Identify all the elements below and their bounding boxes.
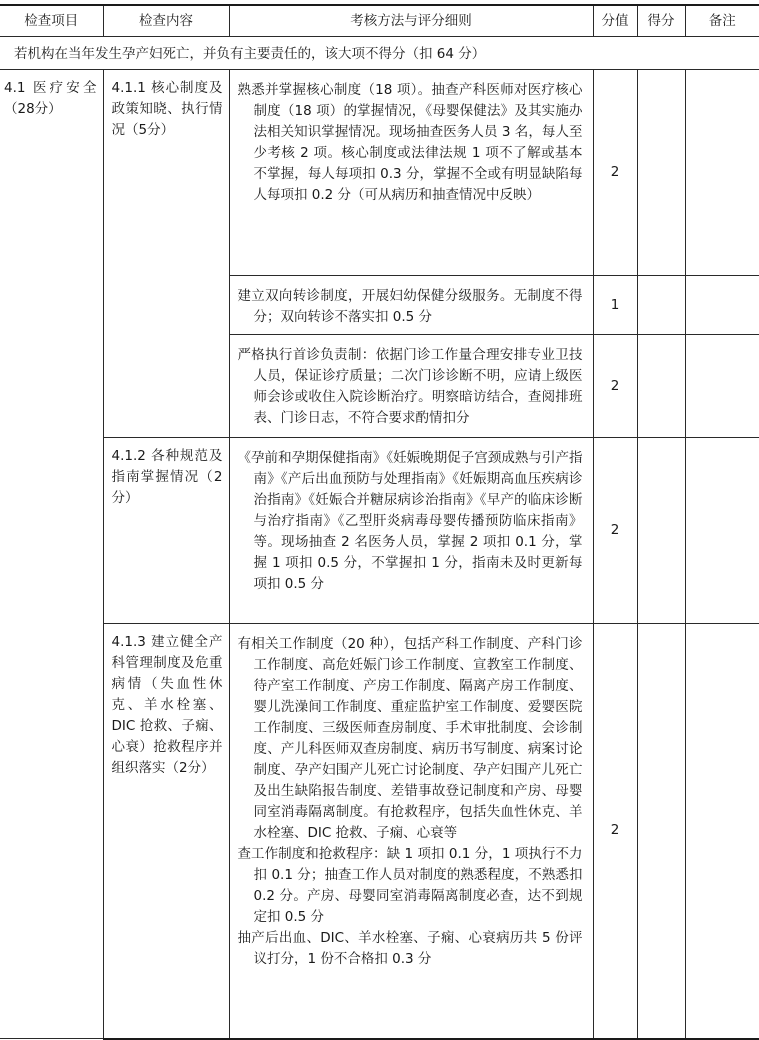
got-cell bbox=[637, 624, 685, 1039]
header-content: 检查内容 bbox=[103, 5, 229, 37]
score-cell: 1 bbox=[593, 276, 637, 335]
score-cell: 2 bbox=[593, 70, 637, 276]
header-item: 检查项目 bbox=[0, 5, 103, 37]
remark-cell bbox=[685, 335, 759, 438]
score-cell: 2 bbox=[593, 438, 637, 624]
method-text: 建立双向转诊制度，开展妇幼保健分级服务。无制度不得分；双向转诊不落实扣 0.5 分 bbox=[237, 288, 583, 325]
method-text: 抽产后出血、DIC、羊水栓塞、子痫、心衰病历共 5 份评议打分，1 份不合格扣 0.3 分 bbox=[237, 930, 583, 967]
method-cell bbox=[229, 70, 593, 276]
note-text: 若机构在当年发生孕产妇死亡，并负有主要责任的，该大项不得分（扣 64 分） bbox=[0, 37, 759, 70]
content-4-1-3: 4.1.3 建立健全产科管理制度及危重病情（失血性休克、羊水栓塞、DIC 抢救、子痫、心衰）抢救程序并组织落实（2分） bbox=[103, 624, 229, 1039]
content-4-1-1: 4.1.1 核心制度及政策知晓、执行情况（5分） bbox=[103, 70, 229, 438]
got-cell bbox=[637, 70, 685, 276]
got-cell bbox=[637, 276, 685, 335]
content-4-1-2: 4.1.2 各种规范及指南掌握情况（2分） bbox=[103, 438, 229, 624]
method-text: 《孕前和孕期保健指南》《妊娠晚期促子宫颈成熟与引产指南》《产后出血预防与处理指南》《妊娠期高血压疾病诊治指南》《妊娠合并糖尿病诊治指南》《早产的临床诊断与治疗指南》《乙型肝炎病毒母婴传播预防临床指南》等。现场抽查 2 名医务人员，掌握 2 项扣 0.1 分，掌握 1 项扣 0.5 分，不掌握扣 1 分，指南未及时更新每项扣 0.5 分 bbox=[237, 450, 583, 592]
assessment-table bbox=[0, 4, 759, 1040]
header-method: 考核方法与评分细则 bbox=[229, 5, 593, 37]
remark-cell bbox=[685, 276, 759, 335]
method-text: 熟悉并掌握核心制度（18 项）。抽查产科医师对医疗核心制度（18 项）的掌握情况，《母婴保健法》及其实施办法相关知识掌握情况。现场抽查医务人员 3 名，每人至少考核 2 项。核心制度或法律法规 1 项不了解或基本不掌握，每人每项扣 0.3 分，掌握不全或有明显缺陷每人每项扣 0.2 分（可从病历和抽查情况中反映） bbox=[237, 82, 583, 203]
note-row bbox=[0, 37, 759, 70]
method-cell bbox=[229, 624, 593, 1039]
header-score: 分值 bbox=[593, 5, 637, 37]
header-remark: 备注 bbox=[685, 5, 759, 37]
score-cell: 2 bbox=[593, 335, 637, 438]
method-text: 查工作制度和抢救程序：缺 1 项扣 0.1 分，1 项执行不力扣 0.1 分；抽查工作人员对制度的熟悉程度，不熟悉扣 0.2 分。产房、母婴同室消毒隔离制度必查，达不到规定扣 0.5 分 bbox=[237, 846, 583, 925]
table-row bbox=[0, 438, 759, 624]
remark-cell bbox=[685, 438, 759, 624]
remark-cell bbox=[685, 70, 759, 276]
method-text: 严格执行首诊负责制：依据门诊工作量合理安排专业卫技人员，保证诊疗质量；二次门诊诊断不明，应请上级医师会诊或收住入院诊断治疗。明察暗访结合，查阅排班表、门诊日志，不符合要求酌情扣分 bbox=[237, 347, 583, 426]
method-cell bbox=[229, 276, 593, 335]
table-row bbox=[0, 70, 759, 276]
remark-cell bbox=[685, 624, 759, 1039]
table-row bbox=[0, 624, 759, 1039]
item-4-1: 4.1 医疗安全（28分） bbox=[0, 70, 103, 1039]
score-cell: 2 bbox=[593, 624, 637, 1039]
method-text: 有相关工作制度（20 种），包括产科工作制度、产科门诊工作制度、高危妊娠门诊工作制度、宣教室工作制度、待产室工作制度、产房工作制度、隔离产房工作制度、婴儿洗澡间工作制度、重症监护室工作制度、爱婴医院工作制度、三级医师查房制度、手术审批制度、会诊制度、产儿科医师双查房制度、病历书写制度、病案讨论制度、孕产妇围产儿死亡讨论制度、孕产妇围产儿死亡及出生缺陷报告制度、差错事故登记制度和产房、母婴同室消毒隔离制度。有抢救程序，包括失血性休克、羊水栓塞、DIC 抢救、子痫、心衰等 bbox=[237, 636, 583, 841]
header-got: 得分 bbox=[637, 5, 685, 37]
header-row bbox=[0, 5, 759, 37]
method-cell bbox=[229, 335, 593, 438]
method-cell bbox=[229, 438, 593, 624]
got-cell bbox=[637, 438, 685, 624]
got-cell bbox=[637, 335, 685, 438]
